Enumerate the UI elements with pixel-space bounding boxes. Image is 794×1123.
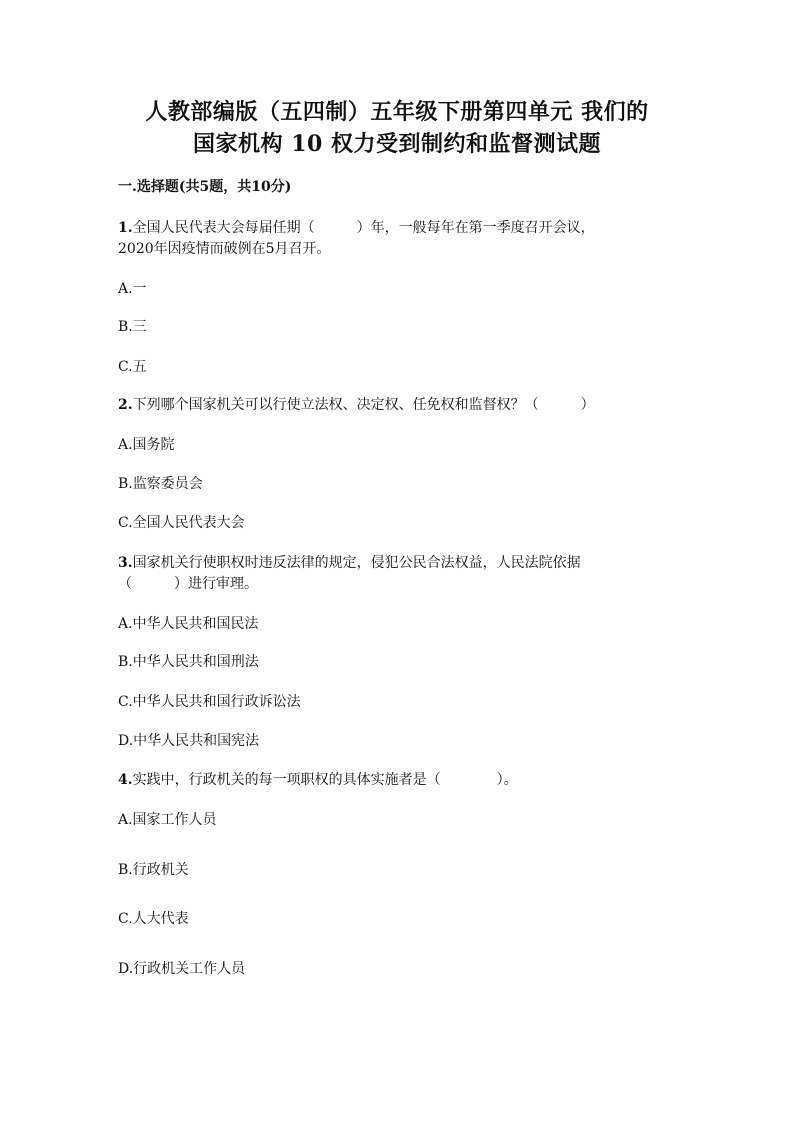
question-4-number: 4.	[118, 772, 133, 788]
question-1-text	[118, 218, 678, 239]
question-4-option-c: C.人大代表	[118, 911, 189, 927]
question-1-option-c: C.五	[118, 359, 147, 375]
question-3-text	[118, 553, 678, 574]
question-3-number: 3.	[118, 555, 133, 571]
question-1-text-continued	[118, 239, 678, 260]
question-3-option-b: B.中华人民共和国刑法	[118, 654, 259, 670]
question-4-option-a: A.国家工作人员	[118, 812, 217, 828]
question-2-number: 2.	[118, 397, 133, 413]
question-1-option-b: B.三	[118, 319, 147, 335]
question-3-option-a: A.中华人民共和国民法	[118, 616, 259, 632]
question-3-text-continued	[118, 574, 678, 595]
question-1-option-a: A.一	[118, 281, 147, 297]
question-1-text-line-1: 全国人民代表大会每届任期（ ）年，一般每年在第一季度召开会议，	[132, 220, 595, 236]
question-3-text-line-1: 国家机关行使职权时违反法律的规定，侵犯公民合法权益，人民法院依据	[132, 555, 581, 571]
question-3-option-d: D.中华人民共和国宪法	[118, 733, 260, 749]
question-2-option-c: C.全国人民代表大会	[118, 515, 245, 531]
question-4-text-line-1: 实践中，行政机关的每一项职权的具体实施者是（ ）。	[132, 772, 518, 788]
question-4-text	[118, 770, 678, 791]
document-title-line-2: 国家机构 10 权力受到制约和监督测试题	[193, 131, 601, 157]
section-heading: 一.选择题(共5题，共10分)	[118, 179, 292, 195]
question-3-text-line-2: （ ）进行审理。	[118, 576, 258, 592]
question-2-text	[118, 395, 678, 416]
question-4-option-b: B.行政机关	[118, 862, 189, 878]
question-2-text-line-1: 下列哪个国家机关可以行使立法权、决定权、任免权和监督权？（ ）	[132, 397, 595, 413]
question-3-option-c: C.中华人民共和国行政诉讼法	[118, 694, 301, 710]
question-2-option-a: A.国务院	[118, 437, 175, 453]
document-title-line-1: 人教部编版（五四制）五年级下册第四单元 我们的	[145, 99, 649, 125]
question-2-option-b: B.监察委员会	[118, 476, 203, 492]
question-4-option-d: D.行政机关工作人员	[118, 961, 246, 977]
question-1-number: 1.	[118, 220, 133, 236]
question-1-text-line-2: 2020年因疫情而破例在5月召开。	[118, 241, 331, 257]
